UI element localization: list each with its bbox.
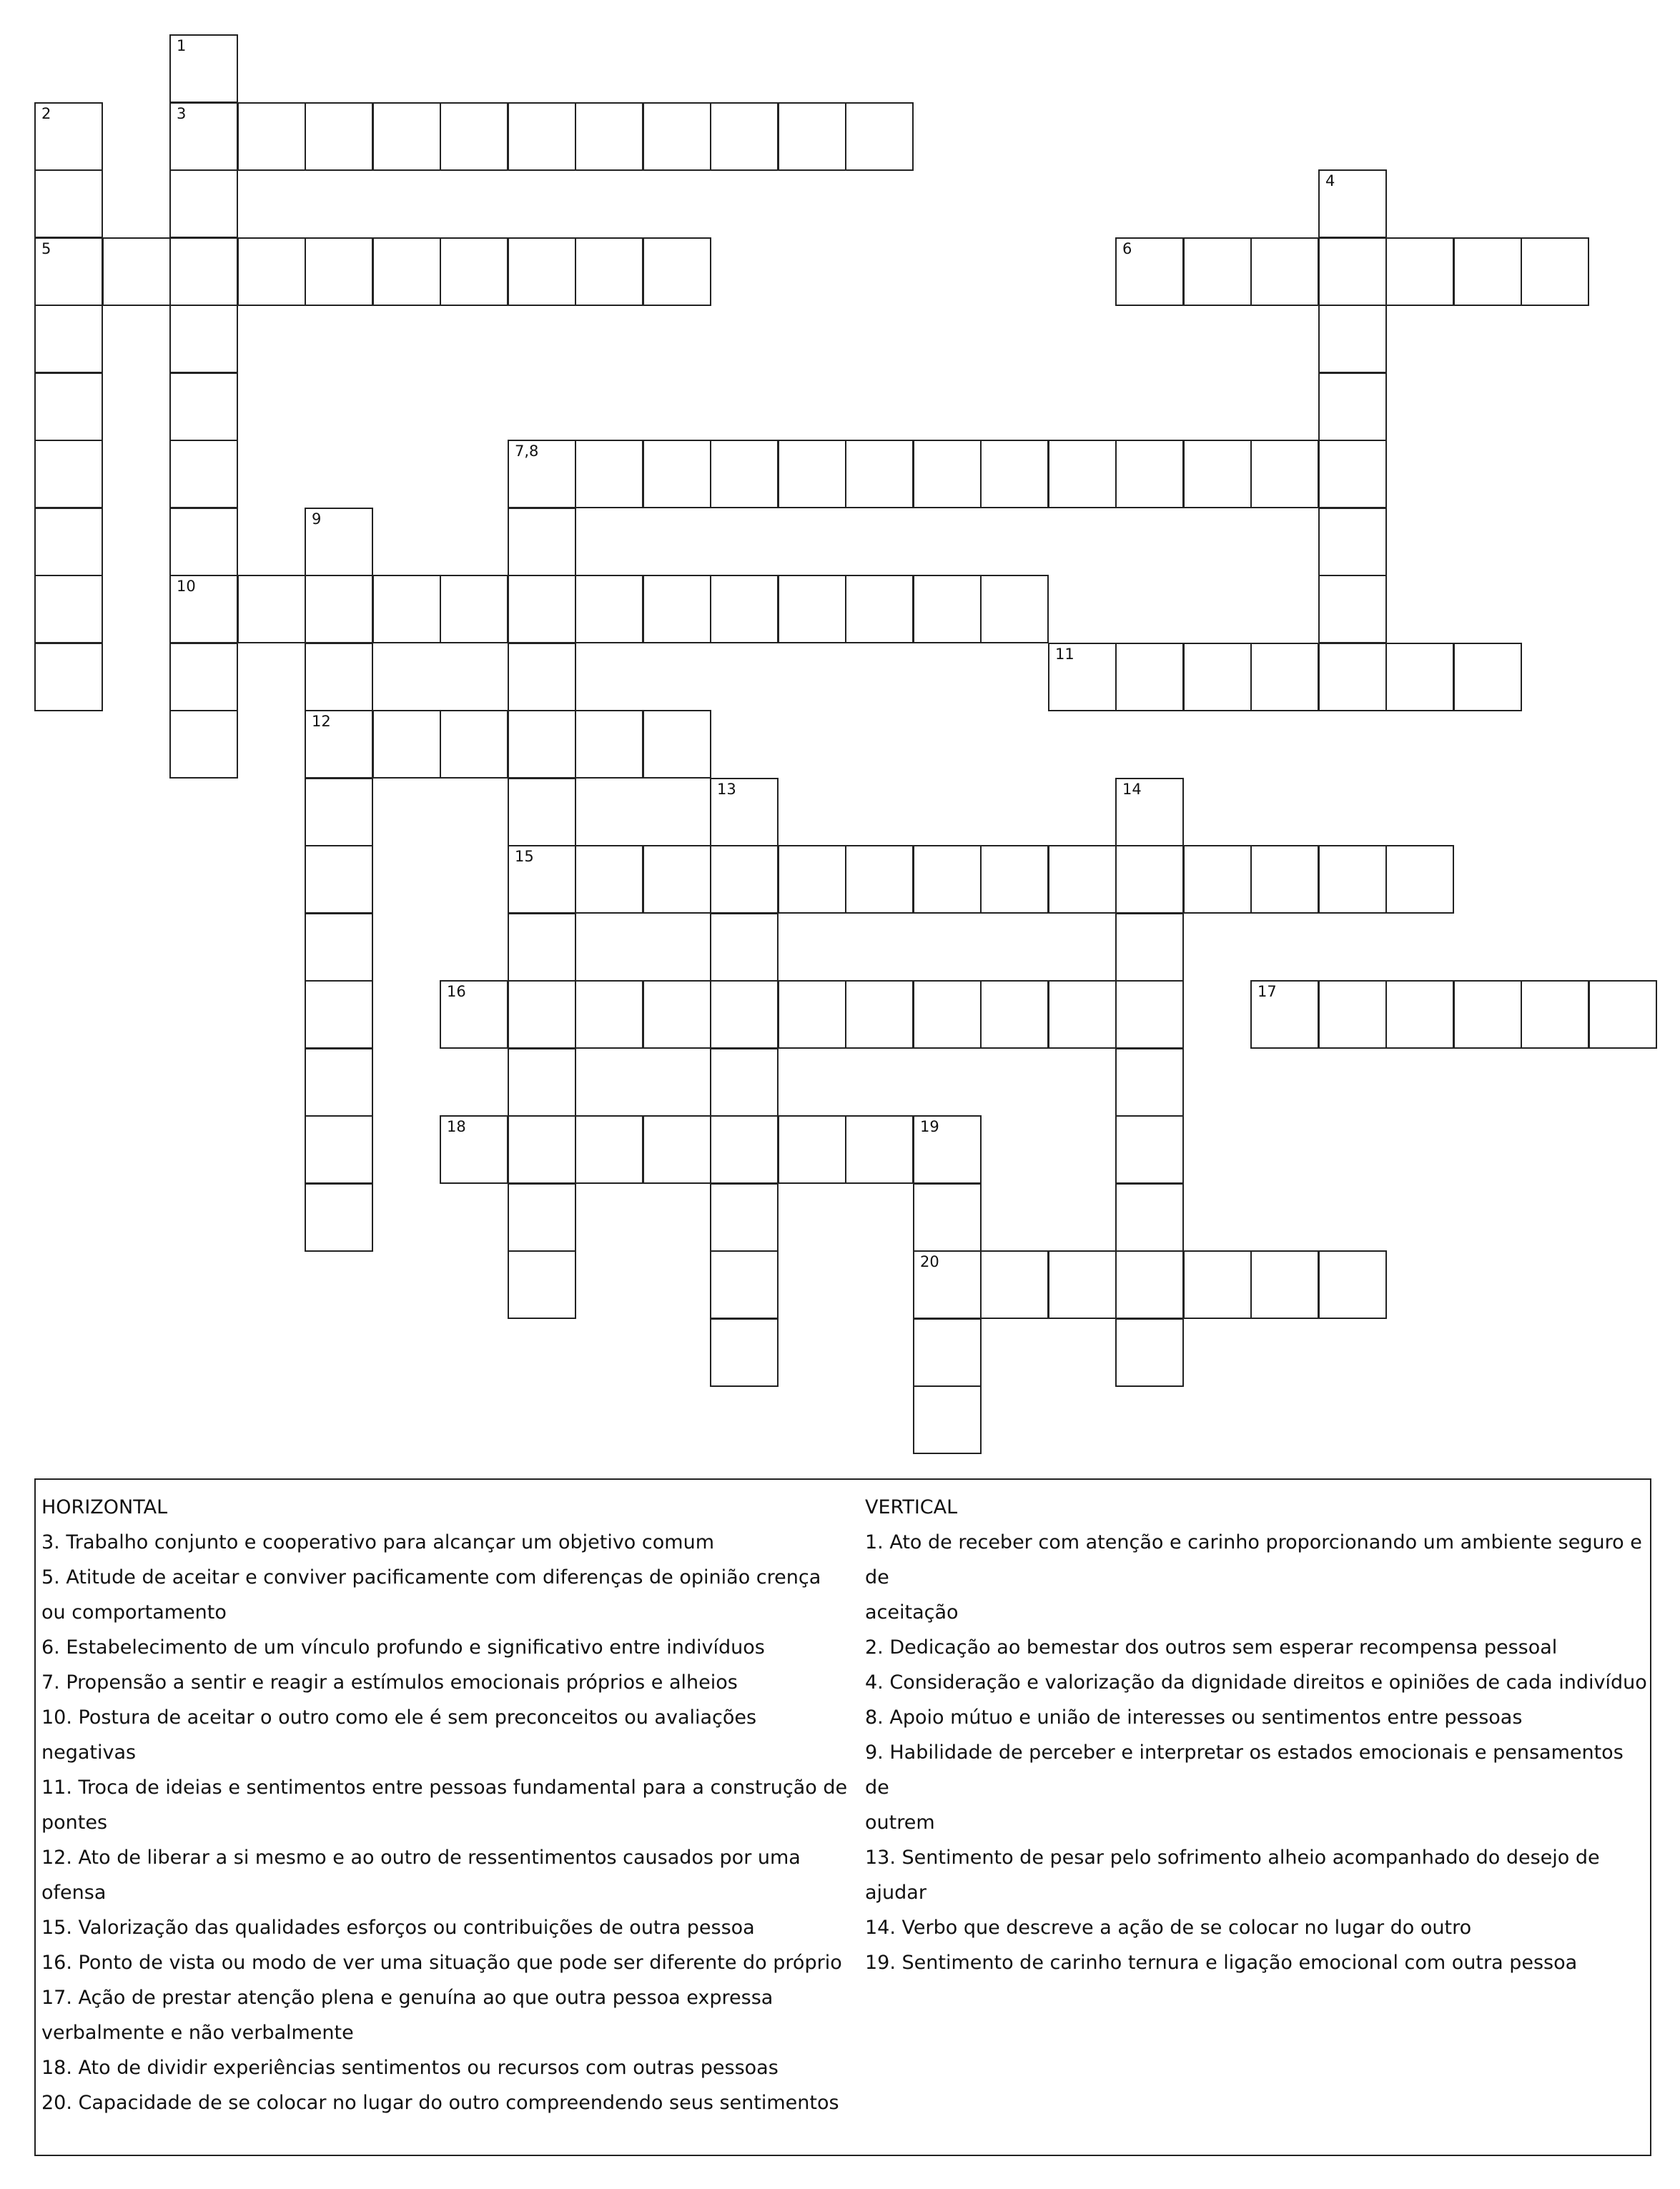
grid-cell[interactable]	[169, 508, 238, 576]
grid-cell[interactable]	[102, 237, 171, 306]
grid-cell[interactable]	[169, 102, 238, 171]
clue-number: 9	[312, 510, 322, 528]
grid-cell[interactable]	[643, 980, 711, 1049]
grid-cell[interactable]	[980, 1250, 1049, 1319]
grid-cell[interactable]	[1115, 778, 1184, 846]
clue-number: 3	[177, 105, 187, 122]
clue-line: 16. Ponto de vista ou modo de ver uma situação que pode ser diferente do próprio	[41, 1952, 842, 1974]
grid-cell[interactable]	[169, 643, 238, 711]
grid-cell[interactable]	[1115, 1048, 1184, 1117]
clues-box	[34, 1478, 1651, 2156]
clue-number: 11	[1055, 646, 1074, 663]
grid-cell[interactable]	[913, 1250, 982, 1319]
grid-cell[interactable]	[169, 710, 238, 779]
grid-cell[interactable]	[1115, 980, 1184, 1049]
grid-cell[interactable]	[508, 1250, 576, 1319]
clue-line: verbalmente e não verbalmente	[41, 2022, 354, 2044]
grid-cell[interactable]	[1318, 575, 1387, 643]
grid-cell[interactable]	[34, 643, 103, 711]
grid-cell[interactable]	[237, 237, 306, 306]
grid-cell[interactable]	[440, 575, 508, 643]
grid-cell[interactable]	[1250, 237, 1319, 306]
grid-cell[interactable]	[845, 980, 914, 1049]
clue-line: negativas	[41, 1741, 137, 1764]
grid-cell[interactable]	[710, 102, 779, 171]
grid-cell[interactable]	[440, 710, 508, 779]
grid-cell[interactable]	[575, 575, 643, 643]
grid-cell[interactable]	[643, 710, 711, 779]
grid-cell[interactable]	[710, 1048, 779, 1117]
grid-cell[interactable]	[1318, 372, 1387, 441]
grid-cell[interactable]	[34, 372, 103, 441]
grid-cell[interactable]	[1318, 508, 1387, 576]
grid-cell[interactable]	[1318, 169, 1387, 238]
clue-number: 17	[1257, 983, 1277, 1000]
grid-cell[interactable]	[1318, 305, 1387, 373]
grid-cell[interactable]	[1115, 845, 1184, 914]
clue-number: 14	[1122, 781, 1142, 798]
grid-cell[interactable]	[440, 1115, 508, 1184]
grid-cell[interactable]	[845, 575, 914, 643]
clue-number: 12	[312, 713, 331, 730]
clue-line: 13. Sentimento de pesar pelo sofrimento alheio acompanhado do desejo de ajudar	[865, 1847, 1600, 1904]
grid-cell[interactable]	[1385, 980, 1454, 1049]
grid-cell[interactable]	[1250, 980, 1319, 1049]
grid-cell[interactable]	[305, 913, 373, 982]
grid-cell[interactable]	[305, 237, 373, 306]
clue-line: 1. Ato de receber com atenção e carinho proporcionando um ambiente seguro e de	[865, 1531, 1642, 1588]
grid-cell[interactable]	[305, 102, 373, 171]
grid-cell[interactable]	[778, 575, 846, 643]
grid-cell[interactable]	[1048, 845, 1117, 914]
grid-cell[interactable]	[1385, 845, 1454, 914]
grid-cell[interactable]	[1183, 237, 1252, 306]
clue-number: 1	[177, 37, 187, 54]
clue-line: 2. Dedicação ao bemestar dos outros sem esperar recompensa pessoal	[865, 1636, 1558, 1659]
clue-number: 10	[177, 578, 196, 595]
clue-number: 7,8	[515, 443, 539, 460]
grid-cell[interactable]	[1453, 980, 1522, 1049]
clue-line: 18. Ato de dividir experiências sentimentos ou recursos com outras pessoas	[41, 2057, 779, 2079]
grid-cell[interactable]	[34, 102, 103, 171]
grid-cell[interactable]	[575, 102, 643, 171]
grid-cell[interactable]	[508, 643, 576, 711]
grid-cell[interactable]	[508, 845, 576, 914]
grid-cell[interactable]	[305, 778, 373, 846]
grid-cell[interactable]	[372, 575, 441, 643]
grid-cell[interactable]	[1521, 980, 1589, 1049]
grid-cell[interactable]	[305, 1115, 373, 1184]
grid-cell[interactable]	[1115, 1183, 1184, 1252]
clue-number: 13	[717, 781, 736, 798]
grid-cell[interactable]	[980, 845, 1049, 914]
grid-cell[interactable]	[508, 710, 576, 779]
grid-cell[interactable]	[508, 913, 576, 982]
horizontal-clues	[41, 1490, 874, 2120]
grid-cell[interactable]	[913, 575, 982, 643]
grid-cell[interactable]	[980, 575, 1049, 643]
clue-number: 16	[447, 983, 466, 1000]
grid-cell[interactable]	[710, 1183, 779, 1252]
grid-cell[interactable]	[440, 237, 508, 306]
grid-cell[interactable]	[778, 440, 846, 508]
grid-cell[interactable]	[845, 1115, 914, 1184]
grid-cell[interactable]	[1318, 1250, 1387, 1319]
grid-cell[interactable]	[305, 1183, 373, 1252]
grid-cell[interactable]	[237, 102, 306, 171]
grid-cell[interactable]	[643, 440, 711, 508]
grid-cell[interactable]	[710, 845, 779, 914]
grid-cell[interactable]	[34, 508, 103, 576]
grid-cell[interactable]	[778, 845, 846, 914]
grid-cell[interactable]	[1318, 980, 1387, 1049]
grid-cell[interactable]	[1183, 643, 1252, 711]
grid-cell[interactable]	[710, 1250, 779, 1319]
grid-cell[interactable]	[1183, 440, 1252, 508]
clue-line: 19. Sentimento de carinho ternura e ligação emocional com outra pessoa	[865, 1952, 1578, 1974]
clue-line: ou comportamento	[41, 1601, 227, 1624]
grid-cell[interactable]	[1115, 1318, 1184, 1387]
clue-line: 8. Apoio mútuo e união de interesses ou sentimentos entre pessoas	[865, 1706, 1523, 1729]
grid-cell[interactable]	[710, 575, 779, 643]
grid-cell[interactable]	[1048, 1250, 1117, 1319]
grid-cell[interactable]	[575, 710, 643, 779]
clue-line: 20. Capacidade de se colocar no lugar do outro compreendendo seus sentimentos	[41, 2092, 839, 2114]
grid-cell[interactable]	[1318, 845, 1387, 914]
grid-cell[interactable]	[508, 508, 576, 576]
clue-number: 6	[1122, 240, 1132, 257]
grid-cell[interactable]	[575, 237, 643, 306]
grid-cell[interactable]	[710, 913, 779, 982]
grid-cell[interactable]	[643, 102, 711, 171]
grid-cell[interactable]	[913, 1183, 982, 1252]
grid-cell[interactable]	[1250, 1250, 1319, 1319]
grid-cell[interactable]	[169, 169, 238, 238]
grid-cell[interactable]	[508, 1183, 576, 1252]
grid-cell[interactable]	[440, 102, 508, 171]
grid-cell[interactable]	[913, 980, 982, 1049]
clue-number: 15	[515, 848, 534, 865]
clue-number: 19	[920, 1118, 939, 1135]
clue-line: pontes	[41, 1812, 108, 1834]
grid-cell[interactable]	[913, 1115, 982, 1184]
grid-cell[interactable]	[980, 980, 1049, 1049]
clue-line: 4. Consideração e valorização da dignidade direitos e opiniões de cada indivíduo	[865, 1671, 1647, 1694]
grid-cell[interactable]	[1385, 643, 1454, 711]
grid-cell[interactable]	[1115, 913, 1184, 982]
clue-number: 18	[447, 1118, 466, 1135]
grid-cell[interactable]	[913, 440, 982, 508]
grid-cell[interactable]	[440, 980, 508, 1049]
grid-cell[interactable]	[1115, 1250, 1184, 1319]
grid-cell[interactable]	[643, 1115, 711, 1184]
clue-line: outrem	[865, 1812, 935, 1834]
grid-cell[interactable]	[1318, 237, 1387, 306]
grid-cell[interactable]	[1453, 237, 1522, 306]
grid-cell[interactable]	[1588, 980, 1657, 1049]
horizontal-heading: HORIZONTAL	[41, 1496, 168, 1518]
grid-cell[interactable]	[169, 305, 238, 373]
grid-cell[interactable]	[508, 1048, 576, 1117]
grid-cell[interactable]	[305, 575, 373, 643]
grid-cell[interactable]	[508, 440, 576, 508]
grid-cell[interactable]	[710, 440, 779, 508]
grid-cell[interactable]	[845, 102, 914, 171]
grid-cell[interactable]	[913, 1318, 982, 1387]
grid-cell[interactable]	[575, 845, 643, 914]
grid-cell[interactable]	[710, 1115, 779, 1184]
clue-line: 12. Ato de liberar a si mesmo e ao outro de ressentimentos causados por uma	[41, 1847, 801, 1869]
grid-cell[interactable]	[169, 237, 238, 306]
grid-cell[interactable]	[372, 237, 441, 306]
clue-line: 7. Propensão a sentir e reagir a estímulos emocionais próprios e alheios	[41, 1671, 738, 1694]
grid-cell[interactable]	[372, 102, 441, 171]
grid-cell[interactable]	[1115, 237, 1184, 306]
grid-cell[interactable]	[913, 1385, 982, 1454]
grid-cell[interactable]	[1183, 845, 1252, 914]
grid-cell[interactable]	[508, 102, 576, 171]
grid-cell[interactable]	[305, 1048, 373, 1117]
grid-cell[interactable]	[508, 575, 576, 643]
grid-cell[interactable]	[508, 237, 576, 306]
grid-cell[interactable]	[980, 440, 1049, 508]
clue-line: 17. Ação de prestar atenção plena e genuína ao que outra pessoa expressa	[41, 1987, 774, 2009]
grid-cell[interactable]	[643, 845, 711, 914]
grid-cell[interactable]	[169, 440, 238, 508]
grid-cell[interactable]	[305, 643, 373, 711]
grid-cell[interactable]	[305, 845, 373, 914]
grid-cell[interactable]	[643, 237, 711, 306]
grid-cell[interactable]	[169, 575, 238, 643]
grid-cell[interactable]	[237, 575, 306, 643]
grid-cell[interactable]	[710, 1318, 779, 1387]
grid-cell[interactable]	[508, 778, 576, 846]
clue-line: 11. Troca de ideias e sentimentos entre pessoas fundamental para a construção de	[41, 1777, 848, 1799]
clue-line: ofensa	[41, 1882, 107, 1904]
grid-cell[interactable]	[372, 710, 441, 779]
grid-cell[interactable]	[575, 1115, 643, 1184]
grid-cell[interactable]	[34, 237, 103, 306]
clue-line: aceitação	[865, 1601, 959, 1624]
grid-cell[interactable]	[169, 34, 238, 103]
grid-cell[interactable]	[1250, 845, 1319, 914]
grid-cell[interactable]	[845, 440, 914, 508]
grid-cell[interactable]	[1115, 1115, 1184, 1184]
clue-line: 14. Verbo que descreve a ação de se colocar no lugar do outro	[865, 1917, 1472, 1939]
grid-cell[interactable]	[913, 845, 982, 914]
grid-cell[interactable]	[1048, 980, 1117, 1049]
clue-line: 3. Trabalho conjunto e cooperativo para alcançar um objetivo comum	[41, 1531, 714, 1553]
grid-cell[interactable]	[1250, 440, 1319, 508]
clue-line: 5. Atitude de aceitar e conviver pacificamente com diferenças de opinião crença	[41, 1566, 821, 1588]
clue-line: 15. Valorização das qualidades esforços ou contribuições de outra pessoa	[41, 1917, 755, 1939]
grid-cell[interactable]	[1115, 440, 1184, 508]
grid-cell[interactable]	[305, 710, 373, 779]
grid-cell[interactable]	[1318, 643, 1387, 711]
grid-cell[interactable]	[778, 1115, 846, 1184]
clue-number: 20	[920, 1253, 939, 1270]
grid-cell[interactable]	[1521, 237, 1589, 306]
grid-cell[interactable]	[1048, 440, 1117, 508]
grid-cell[interactable]	[643, 575, 711, 643]
clue-line: 9. Habilidade de perceber e interpretar os estados emocionais e pensamentos de	[865, 1741, 1624, 1799]
clue-number: 4	[1325, 172, 1335, 189]
grid-cell[interactable]	[845, 845, 914, 914]
vertical-heading: VERTICAL	[865, 1496, 958, 1518]
grid-cell[interactable]	[575, 980, 643, 1049]
grid-cell[interactable]	[778, 102, 846, 171]
clue-line: 10. Postura de aceitar o outro como ele é sem preconceitos ou avaliações	[41, 1706, 757, 1729]
grid-cell[interactable]	[34, 575, 103, 643]
grid-cell[interactable]	[1385, 237, 1454, 306]
clue-number: 2	[41, 105, 51, 122]
grid-cell[interactable]	[710, 778, 779, 846]
grid-cell[interactable]	[1453, 643, 1522, 711]
grid-cell[interactable]	[1115, 643, 1184, 711]
grid-cell[interactable]	[34, 440, 103, 508]
clue-line: 6. Estabelecimento de um vínculo profundo e significativo entre indivíduos	[41, 1636, 765, 1659]
grid-cell[interactable]	[305, 508, 373, 576]
grid-cell[interactable]	[575, 440, 643, 508]
grid-cell[interactable]	[1318, 440, 1387, 508]
grid-cell[interactable]	[508, 1115, 576, 1184]
grid-cell[interactable]	[1183, 1250, 1252, 1319]
grid-cell[interactable]	[34, 169, 103, 238]
grid-cell[interactable]	[34, 305, 103, 373]
grid-cell[interactable]	[778, 980, 846, 1049]
grid-cell[interactable]	[169, 372, 238, 441]
grid-cell[interactable]	[710, 980, 779, 1049]
grid-cell[interactable]	[1048, 643, 1117, 711]
vertical-clues	[865, 1490, 1648, 1980]
clue-number: 5	[41, 240, 51, 257]
grid-cell[interactable]	[1250, 643, 1319, 711]
grid-cell[interactable]	[508, 980, 576, 1049]
grid-cell[interactable]	[305, 980, 373, 1049]
